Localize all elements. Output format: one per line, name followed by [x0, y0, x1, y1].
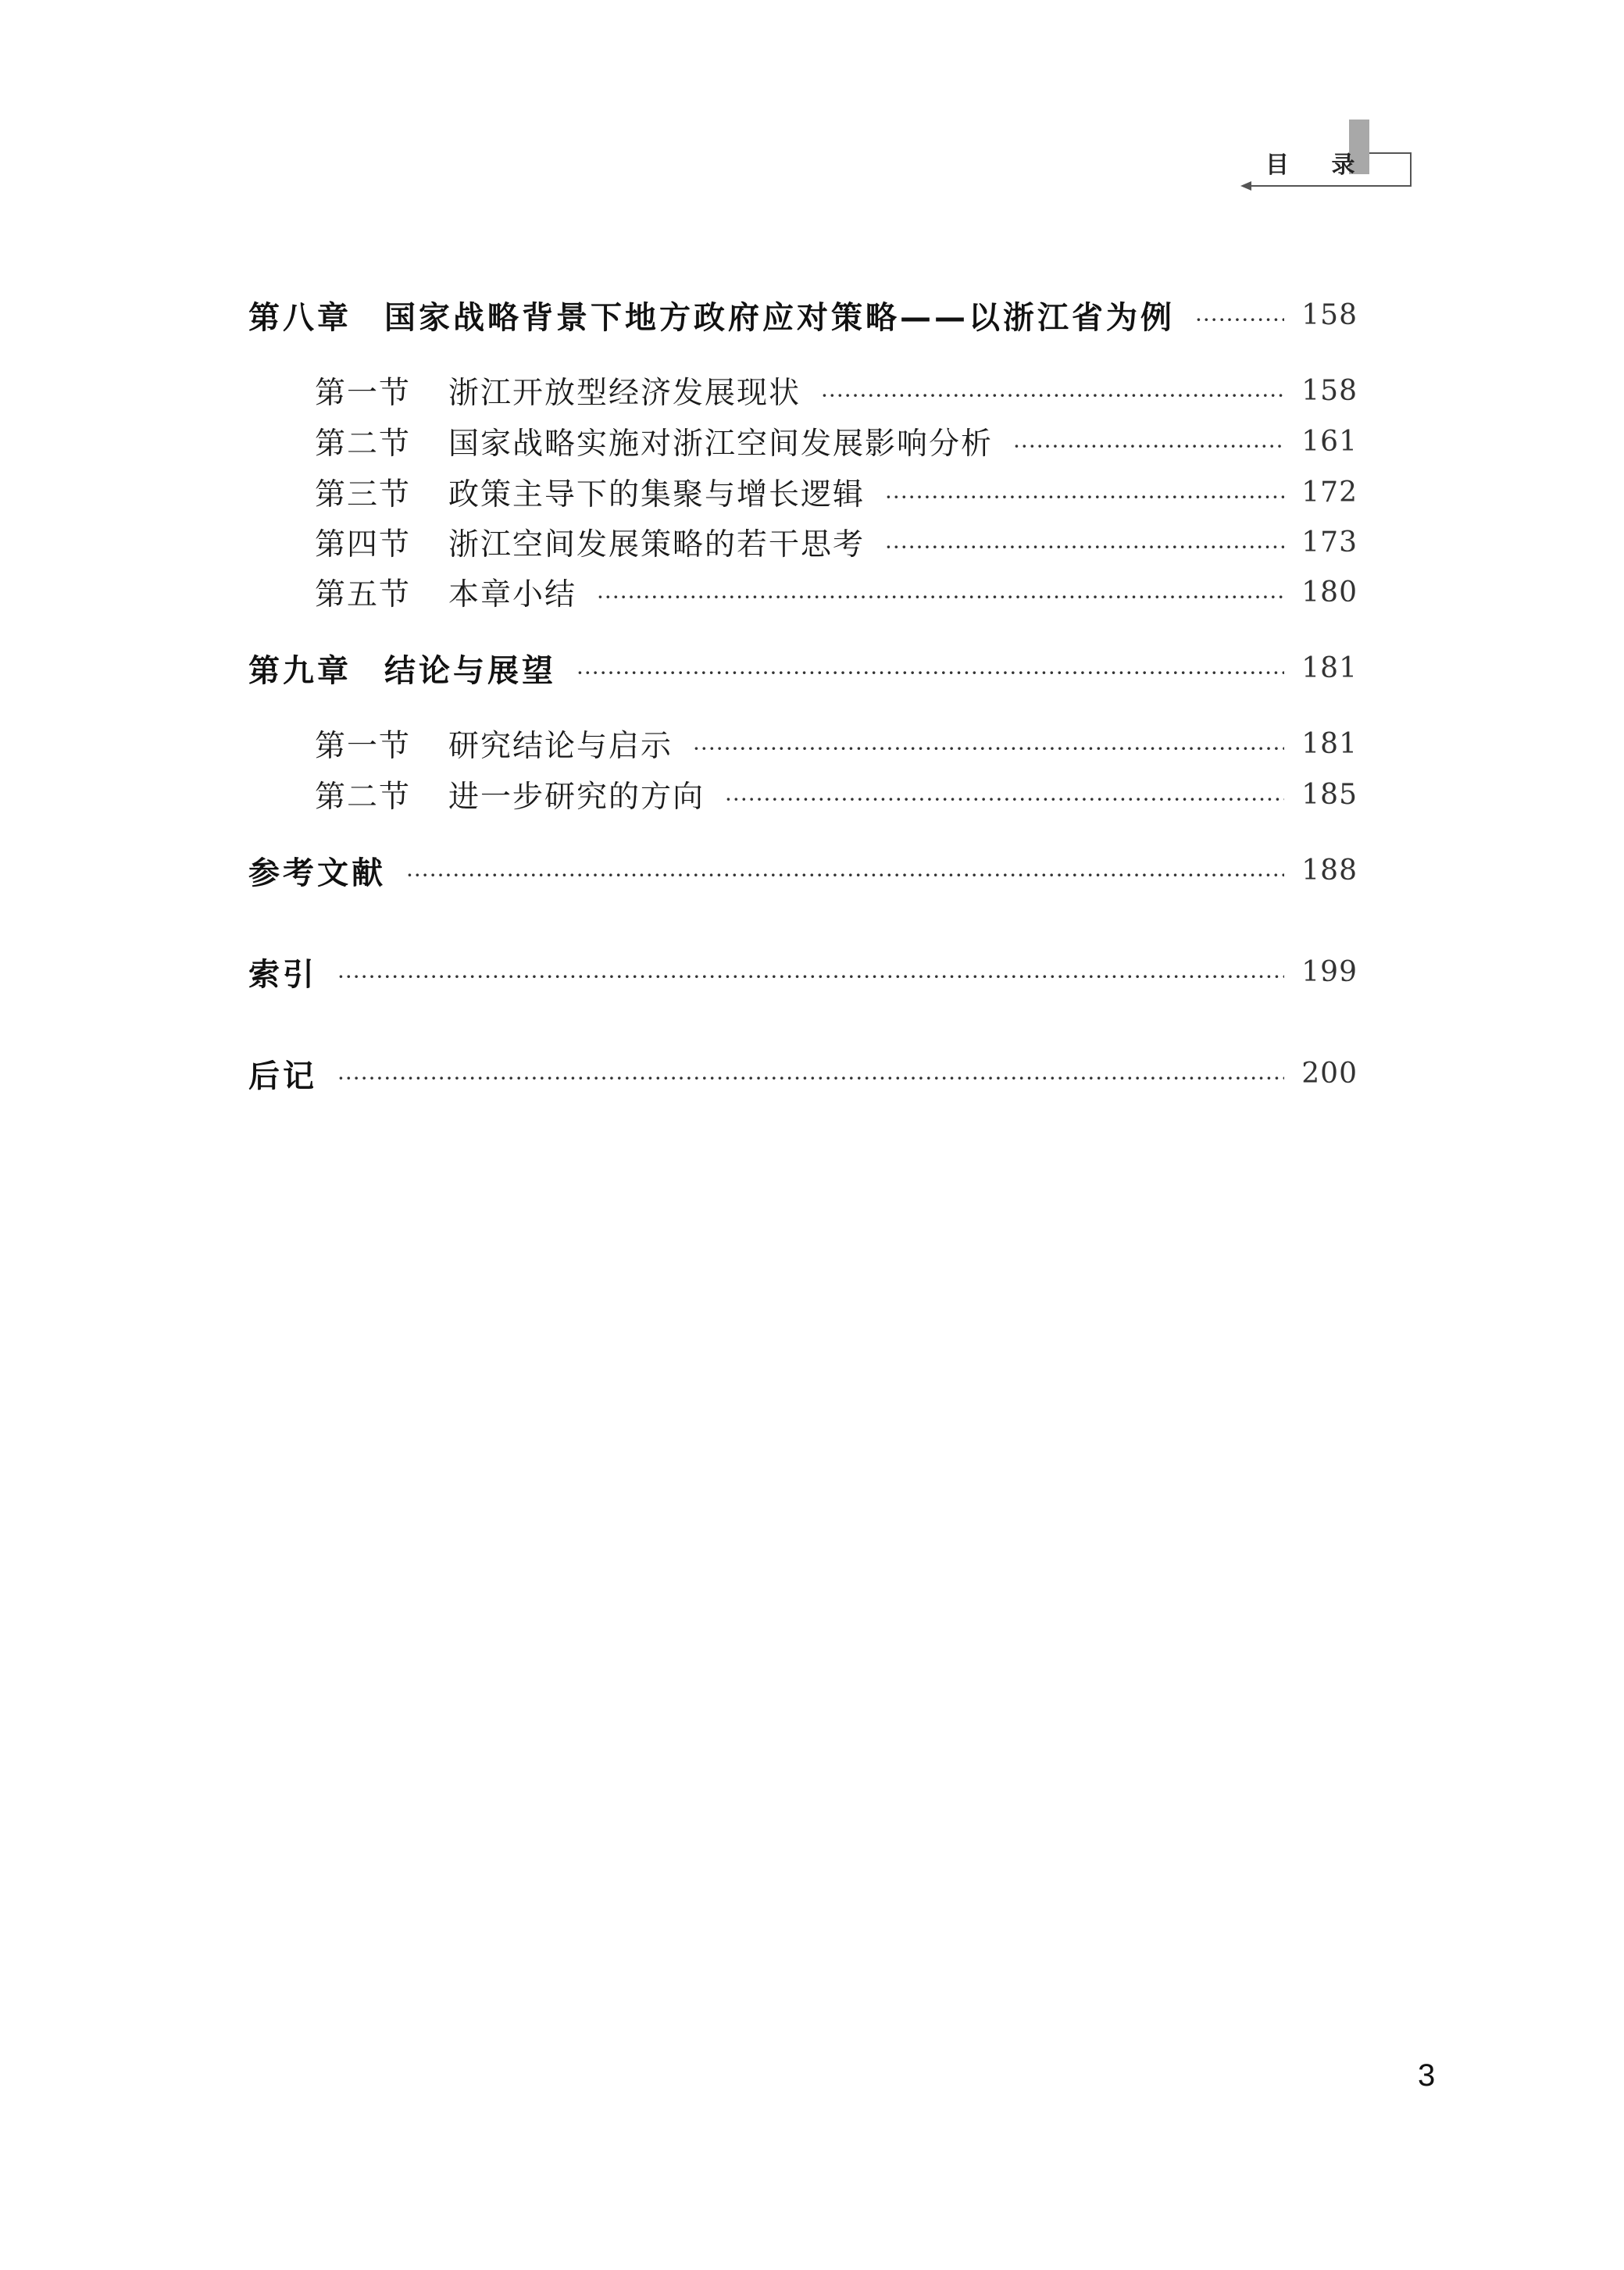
chapter-title: 结论与展望 [384, 652, 556, 689]
page-ref: 158 [1301, 298, 1358, 331]
dot-leader [725, 787, 1284, 812]
page-ref: 199 [1301, 955, 1358, 988]
section-title: 国家战略实施对浙江空间发展影响分析 [448, 427, 994, 462]
chapter-number: 第八章 [248, 299, 352, 336]
toc-afterword[interactable] [248, 1051, 1358, 1095]
dot-leader [1195, 307, 1284, 333]
page-ref: 181 [1301, 727, 1358, 760]
toc-section-8-2[interactable] [248, 419, 1358, 463]
toc-section-8-3[interactable] [248, 470, 1358, 514]
page-number: 3 [1418, 2058, 1436, 2093]
dot-leader [693, 736, 1284, 762]
toc-section-8-1[interactable] [248, 369, 1358, 412]
page-ref: 188 [1301, 854, 1358, 887]
toc-chapter-9[interactable] [248, 646, 1358, 690]
section-title: 政策主导下的集聚与增长逻辑 [448, 477, 866, 512]
section-title: 浙江空间发展策略的若干思考 [448, 527, 866, 562]
dot-leader [406, 862, 1284, 888]
toc-chapter-8[interactable] [248, 293, 1358, 337]
dot-leader [337, 964, 1284, 990]
page-ref: 172 [1301, 476, 1358, 509]
section-number: 第二节 [315, 427, 412, 462]
dot-leader [885, 484, 1284, 510]
toc-section-9-2[interactable] [248, 773, 1358, 816]
page-ref: 180 [1301, 576, 1358, 609]
toc-section-8-5[interactable] [248, 570, 1358, 614]
toc-section-8-4[interactable] [248, 520, 1358, 564]
page-ref: 161 [1301, 425, 1358, 458]
entry-title: 后记 [248, 1058, 317, 1094]
page-ref: 200 [1301, 1057, 1358, 1090]
section-number: 第二节 [315, 780, 412, 815]
dot-leader [576, 660, 1284, 686]
page-ref: 158 [1301, 374, 1358, 407]
toc-index[interactable] [248, 950, 1358, 994]
running-header-title: 目 录 [1265, 152, 1372, 179]
dot-leader [337, 1065, 1284, 1091]
dot-leader [885, 534, 1284, 560]
page-ref: 185 [1301, 778, 1358, 811]
toc-references[interactable] [248, 848, 1358, 892]
dot-leader [597, 584, 1284, 610]
section-number: 第一节 [315, 729, 412, 764]
section-title: 进一步研究的方向 [448, 780, 705, 815]
chapter-title: 国家战略背景下地方政府应对策略——以浙江省为例 [384, 299, 1175, 336]
section-number: 第三节 [315, 477, 412, 512]
section-title: 浙江开放型经济发展现状 [448, 376, 801, 411]
dot-leader [1013, 434, 1284, 459]
toc-section-9-1[interactable] [248, 722, 1358, 766]
chapter-number: 第九章 [248, 652, 352, 689]
section-number: 第一节 [315, 376, 412, 411]
section-number: 第五节 [315, 577, 412, 612]
entry-title: 索引 [248, 956, 317, 993]
dot-leader [821, 383, 1284, 409]
section-number: 第四节 [315, 527, 412, 562]
page-ref: 181 [1301, 651, 1358, 684]
entry-title: 参考文献 [248, 855, 386, 891]
page-ref: 173 [1301, 526, 1358, 559]
section-title: 研究结论与启示 [448, 729, 673, 764]
section-title: 本章小结 [448, 577, 577, 612]
